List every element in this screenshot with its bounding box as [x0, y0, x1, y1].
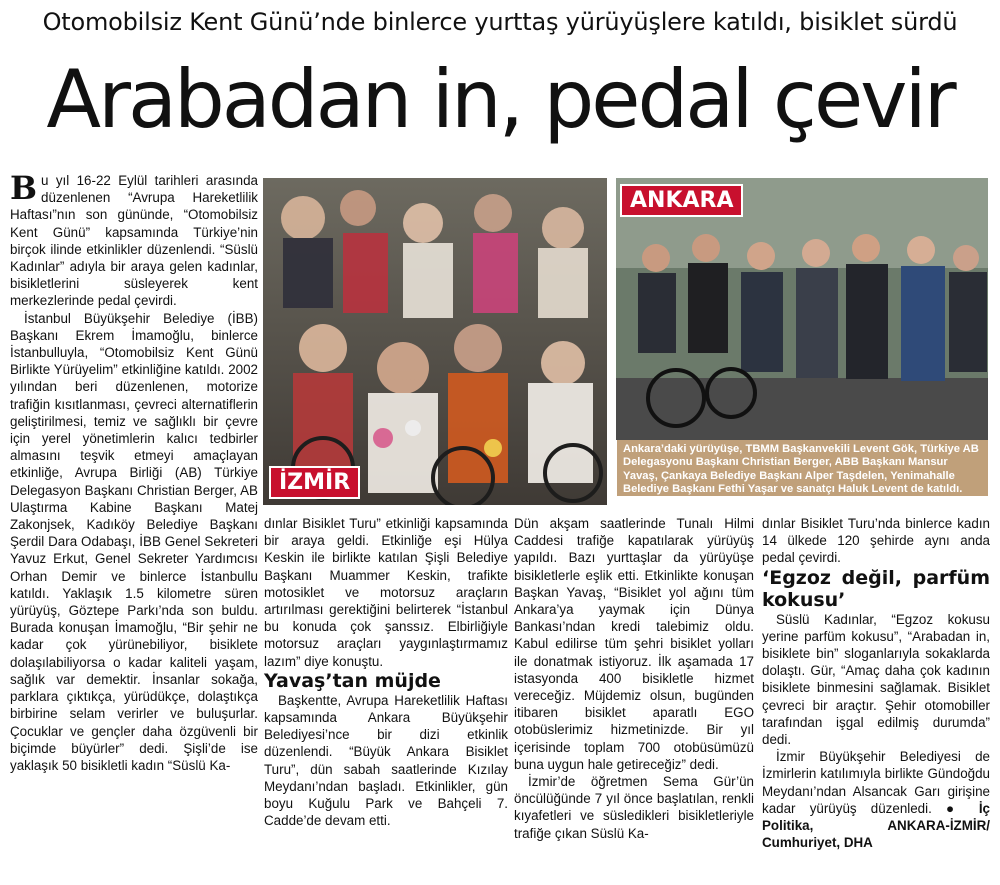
paragraph-2: Süslü Kadınlar, “Egzoz kokusu yerine parfüm kokusu”, “Arabadan in, bisiklete bin” sloganlarıyla sokaklarda dolaştı. Gür, “Amaç daha çok kadının bisiklete binmesini sağlamak. Bisiklet çevreci bir araçtır. Şehir otomobiller tarafından işgal edilmiş durumda” dedi. [762, 611, 990, 748]
izmir-tag: İZMİR [269, 466, 360, 499]
ankara-photo-image [616, 178, 988, 440]
paragraph-1: dınlar Bisiklet Turu” etkinliği kapsamında bir araya geldi. Etkinliğe eşi Hülya Keskin ile birlikte katılan Şişli Belediye Başkanı Muammer Keskin, trafikte motosiklet ve motorsuz araçların artırılması gerektiğini belirterek “İstanbul bu konuda çok şanssız. Elbirliğiyle motorsuz araçları yaygınlaştırmamız lazım” diye konuştu. [264, 516, 508, 669]
article-column-4 [762, 515, 990, 880]
kicker: Otomobilsiz Kent Günü’nde binlerce yurttaş yürüyüşlere katıldı, bisiklet sürdü [42, 8, 958, 36]
paragraph-1: dınlar Bisiklet Turu’nda binlerce kadın 14 ülkede 120 şehirde aynı anda pedal çevirdi. [762, 516, 990, 566]
paragraph-3: İzmir Büyükşehir Belediyesi de İzmirlerin katılımıyla birlikte Gündoğdu Meydanı’ndan Alsancak Garı girişine kadar yürüyüş düzenledi. ● İç Politika, ANKARA-İZMİR/ Cumhuriyet, DHA [762, 749, 990, 851]
izmir-photo-image [263, 178, 607, 505]
article-column-2 [264, 515, 508, 880]
paragraph-2: İzmir’de öğretmen Sema Gür’ün öncülüğünde 7 yıl önce başlatılan, renkli kıyafetleri ve süsledikleri bisikletleriyle trafiğe çıkan Süslü Ka- [514, 774, 754, 841]
paragraph-2: Başkentte, Avrupa Hareketlilik Haftası kapsamında Ankara Büyükşehir Belediyesi’nce bir dizi etkinlik düzenlendi. “Büyük Ankara Bisiklet Turu”, dün sabah saatlerinde Kızılay Meydanı’ndan başladı. Etkinlikler, gün boyu Kuğulu Park ve Bahçeli 7. Cadde’de devam etti. [264, 692, 508, 829]
dropcap: B [10, 169, 38, 207]
bullet: ● [946, 800, 965, 816]
subhead-yavas: Yavaş’tan müjde [264, 669, 441, 692]
headline: Arabadan in, pedal çevir [46, 53, 954, 146]
izmir-photo [263, 178, 607, 505]
ankara-photo [616, 178, 988, 440]
ankara-caption: Ankara’daki yürüyüşe, TBMM Başkanvekili Levent Gök, Türkiye AB Delegasyonu Başkanı Christian Berger, ABB Başkanı Mansur Yavaş, Çankaya Belediye Başkanı Alper Taşdelen, Yenimahalle Belediye Başkanı Fethi Yaşar ve sanatçı Haluk Levent de katıldı. [617, 440, 988, 496]
article-column-1 [10, 169, 258, 880]
article-column-3 [514, 515, 754, 880]
ankara-tag: ANKARA [620, 184, 743, 217]
paragraph-1: Dün akşam saatlerinde Tunalı Hilmi Caddesi trafiğe kapatılarak yürüyüş yapıldı. Bazı yurttaşlar da yürüyüşe bisikletlerle eşlik etti. Etkinlikte konuşan Başkan Yavaş, “Bisiklet yol ağını tüm Ankara’ya yaymak için Dünya Bankası’ndan kredi talebimiz oldu. Kabul edilirse tüm şehri bisiklet yolları ile donatmak istiyoruz. İlk aşamada 17 istasyonda 400 bisikletle hizmet vereceğiz. Müjdemiz olsun, bugünden itibaren bisiklet aparatlı EGO otobüslerimiz hizmetinizde. Bir yıl içerisinde toplam 700 otobüsümüzü buna uygun hale getireceğiz” dedi. [514, 516, 754, 772]
subhead-egzoz: ‘Egzoz değil, parfüm kokusu’ [762, 566, 990, 611]
signature: İç Politika, ANKARA-İZMİR/ Cumhuriyet, DHA [762, 800, 990, 851]
paragraph-1: Bu yıl 16-22 Eylül tarihleri arasında düzenlenen “Avrupa Hareketlilik Haftası”nın son gününde, “Otomobilsiz Kent Günü” kapsamında Türkiye’nin birçok ilinde etkinlikler düzenlendi. “Süslü Kadınlar” adıyla bir araya gelen kadınlar, bisikletlerini süsleyerek kent merkezlerinde pedal çevirdi. [10, 169, 258, 309]
paragraph-2: İstanbul Büyükşehir Belediye (İBB) Başkanı Ekrem İmamoğlu, binlerce İstanbulluyla, “Otomobilsiz Kent Günü Birlikte Yürüyelim” etkinliğine katıldı. 2002 yılından beri düzenlenen, motorize trafiğin kısıtlanması, çevreci alternatiflerin geliştirilmesi, temiz ve sağlıklı bir çevre için yerel yönetimlerin kalıcı tedbirler almasını teşvik etmeyi amaçlayan etkinliğe, Avrupa Birliği (AB) Türkiye Delegasyon Başkanı Christian Berger, AB Ulaştırma Kabine Başkanı Matej Zakonjsek, Kadıköy Belediye Başkanı Şerdil Dara Odabaşı, İBB Genel Sekreteri Yavuz Erkut, Genel Sekreter Yardımcısı Orhan Demir ve binlerce İstanbullu katıldı. Yaklaşık 1.5 kilometre süren yürüyüş, Göztepe Parkı’nda son buldu. Burada konuşan İmamoğlu, “Bir şehir ne kadar çok yürünebiliyor, bisiklete dolaşılabiliyorsa o kadar kaliteli yaşam, sağlık var demektir. İnsanlar sokağa, parklara çıktıkça, yürüdükçe, dolaştıkça birbirine selam verirler ve buluşurlar. Çocuklar ve gençler daha özgüvenli bir biçimde büyürler” dedi. Şişli’de ise yaklaşık 50 bisikletli kadın “Süslü Ka- [10, 310, 258, 773]
